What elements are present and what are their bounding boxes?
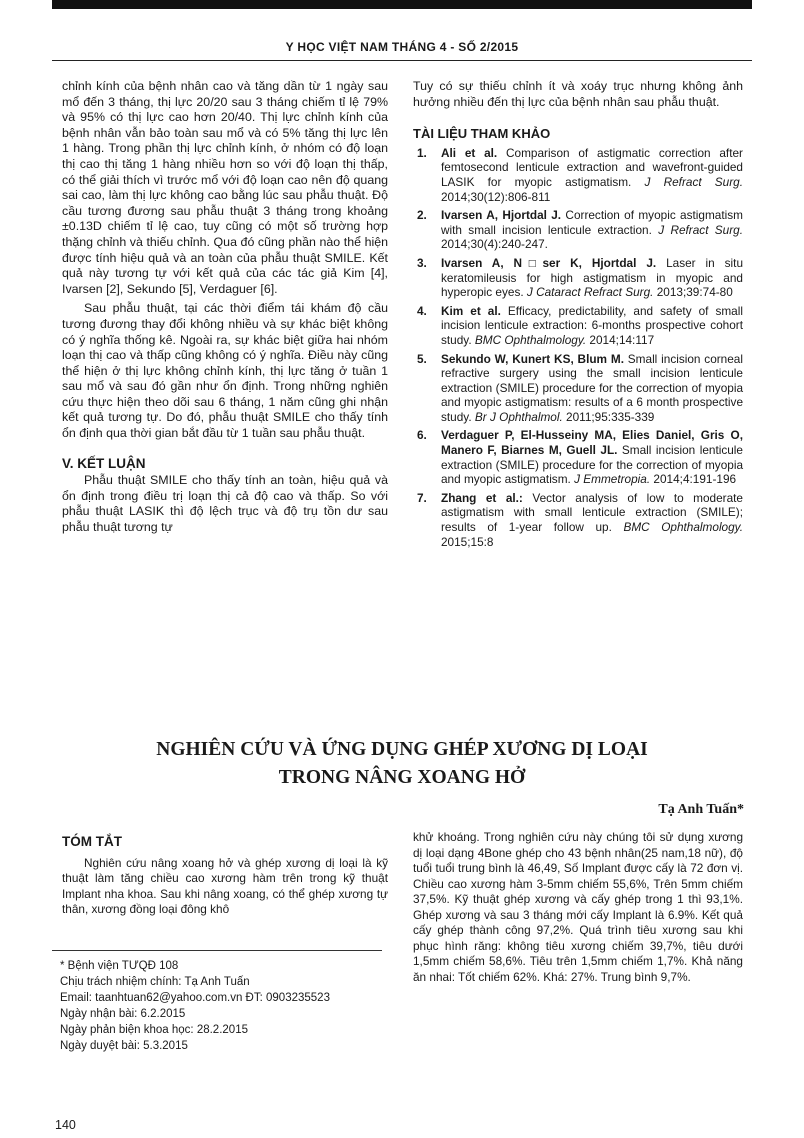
reference-journal: J Refract Surg. [631, 174, 744, 189]
paragraph: Sau phẫu thuật, tại các thời điểm tái khám độ cầu tương đương thay đổi không nhiều và sự khác biệt không có ý nghĩa thống kê. Ngoài ra, sự khác biệt giữa hai nhóm loạn thị cao và thấp cũng không có ý nghĩa. Điều này cũng thể hiện ở thị lực không chỉnh kính, thị lực tăng ở tuần 1 sau mổ và sau đó gần như ổn định. Trong những nghiên cứu thực hiện theo dõi sau 6 tháng, 1 năm cũng ghi nhận kết quả tương tự. Do đó, phẫu thuật SMILE cho thấy tính ổn định qua thời gian bắt đầu từ 1 tuần sau phẫu thuật. [62, 301, 388, 441]
paragraph: Tuy có sự thiếu chỉnh ít và xoáy trục nhưng không ảnh hưởng nhiều đến thị lực của bệnh nhân sau phẫu thuật. [413, 79, 743, 109]
reference-title: Vector analysis of low to moderate astigmatism with small lenticule extraction (SMILE); results of 1-year follow up. [441, 490, 743, 535]
right-column [413, 79, 743, 553]
reference-citation: 2014;14:117 [586, 332, 655, 347]
reference-authors: Zhang et al.: [441, 490, 523, 505]
abstract-right [413, 830, 743, 985]
header-rule [52, 60, 752, 61]
reference-number: 4. [417, 303, 427, 318]
abstract-left [62, 834, 388, 918]
reference-journal: Br J Ophthalmol. [471, 409, 563, 424]
reference-journal: J Refract Surg. [651, 222, 744, 237]
reference-number: 5. [417, 351, 427, 366]
reference-authors: Verdaguer P, El-Husseiny MA, Elies Daniel, Gris O, Manero F, Biarnes M, Guell JL. [441, 428, 743, 458]
reference-authors: Kim et al. [441, 303, 501, 318]
reference-item [413, 256, 743, 300]
footnote-line: * Bệnh viện TƯQĐ 108 [60, 960, 179, 972]
reference-authors: Sekundo W, Kunert KS, Blum M. [441, 351, 624, 366]
footnote-line: Email: taanhtuan62@yahoo.com.vn ĐT: 0903235523 [60, 992, 330, 1004]
reference-item [413, 428, 743, 486]
article-title [52, 736, 752, 792]
reference-number: 2. [417, 208, 427, 223]
section-heading-references: TÀI LIỆU THAM KHẢO [413, 126, 551, 142]
footnotes [60, 958, 390, 1054]
reference-number: 7. [417, 490, 427, 505]
reference-citation: 2013;39:74-80 [653, 285, 733, 300]
paragraph: Nghiên cứu nâng xoang hở và ghép xương dị loại là kỹ thuật làm tăng chiều cao xương hàm trên trong kỹ thuật Implant nha khoa. Sau khi nâng xoang, có thể ghép xương tự thân, xương đồng loại đông khô [62, 855, 388, 916]
reference-title: Correction of myopic astigmatism with small incision lenticule extraction. [441, 208, 743, 237]
reference-citation: 2014;4:191-196 [650, 472, 737, 487]
reference-authors: Ivarsen A, N□ser K, Hjortdal J. [441, 255, 657, 270]
reference-citation: 2011;95:335-339 [562, 409, 655, 424]
reference-number: 6. [417, 428, 427, 443]
reference-title: Efficacy, predictability, and safety of small incision lenticule extraction: 6-months prospective cohort study. [441, 303, 743, 347]
reference-journal: J Emmetropia. [570, 472, 651, 487]
reference-item [413, 491, 743, 549]
reference-number: 3. [417, 255, 427, 270]
reference-journal: BMC Ophthalmology. [611, 520, 743, 535]
running-header: Y HỌC VIỆT NAM THÁNG 4 - SỐ 2/2015 [285, 40, 519, 54]
reference-item [413, 304, 743, 348]
reference-citation: 2015;15:8 [441, 534, 494, 549]
left-column [62, 79, 388, 536]
reference-authors: Ali et al. [441, 145, 498, 160]
article-author: Tạ Anh Tuấn* [658, 802, 744, 817]
reference-title: Laser in situ keratomileusis for high astigmatism in myopic and hyperopic eyes. [441, 255, 743, 300]
reference-citation: 2014;30(12):806-811 [441, 189, 551, 204]
article-title-line: NGHIÊN CỨU VÀ ỨNG DỤNG GHÉP XƯƠNG DỊ LOẠI [156, 739, 648, 760]
reference-title: Comparison of astigmatic correction after femtosecond lenticule extraction and wavefront-guided LASIK for myopic astigmatism. [441, 145, 743, 189]
paragraph: Phẫu thuật SMILE cho thấy tính an toàn, hiệu quả và ổn định trong điều trị loạn thị cả độ cao và thấp. So với phẫu thuật LASIK thì độ lệch trục và độ trụ tồn dư sau phẫu thuật tương tự [62, 473, 388, 535]
reference-journal: BMC Ophthalmology. [471, 332, 587, 347]
paragraph: chỉnh kính của bệnh nhân cao và tăng dần từ 1 ngày sau mổ đến 3 tháng, thị lực 20/20 sau 3 tháng chiếm tỉ lệ 79% và 95% có thị lực cao hơn 20/40. Thị lực chỉnh kính của bệnh nhân vẫn bảo toàn sau mổ và có 5% tăng thị lực lên 1 hàng. Trong phần thị lực chỉnh kính, ở nhóm có độ loạn thị cao thị tăng 1 hàng nhiều hơn so với độ loạn thị thấp, có thể giải thích vì trước mổ với độ loạn cao nên độ quang sai cao, làm thị lực không cao bằng lúc sau phẫu thuật. Độ cầu tương đương sau phẫu thuật 3 tháng trong khoảng ±0.13D chiếm tỉ lệ cao, tuy cũng có một số trường hợp thặng chỉnh và thiếu chỉnh. Qua đó cũng phần nào thể hiện được tính hiệu quả và an toàn của phẫu thuật SMILE. Kết quả này tương tự với kết quả của các tác giả Kim [4], Ivarsen [2], Sekundo [5], Verdaguer [6]. [62, 79, 388, 296]
reference-title: Small incision lenticule extraction (SMILE) procedure for the correction of myopia and myopic astigmatism. [441, 443, 743, 487]
footnote-line: Chịu trách nhiệm chính: Tạ Anh Tuấn [60, 976, 250, 988]
top-black-bar [52, 0, 752, 9]
footnote-rule [52, 950, 382, 951]
reference-journal: J Cataract Refract Surg. [523, 285, 654, 300]
footnote-line: Ngày phản biện khoa học: 28.2.2015 [60, 1024, 248, 1036]
reference-citation: 2014;30(4):240-247. [441, 237, 548, 252]
article-title-line: TRONG NÂNG XOANG HỞ [278, 767, 526, 788]
paragraph: khử khoáng. Trong nghiên cứu này chúng tôi sử dụng xương dị loại dạng 4Bone ghép cho 43 bệnh nhân(25 nam,18 nữ), độ tuổi tuổi trung bình là 46,49, Số Implant được cấy là 72 đơn vị. Chiều cao xương hàm 3-5mm chiếm 55,6%, Trên 5mm chiếm 37,5%. Kỹ thuật ghép xương và cấy ghép trong 1 thì 93,1%. Ghép xương và sau 3 tháng mới cấy Implant là 6.9%. Kết quả cấy ghép thành công 97,2%. Quá trình tiêu xương sau khi phục hình răng: không tiêu xương chiếm 39,7%, tiêu dưới 1,5mm chiếm 58,6%. Tiêu trên 1,5mm chiếm 1,7%. Khả năng ăn nhai: Tốt chiếm 62%. Khá: 27%. Trung bình 9,7%. [413, 830, 743, 984]
reference-item [413, 352, 743, 425]
reference-item [413, 208, 743, 252]
reference-list [413, 146, 743, 549]
page-number: 140 [55, 1118, 76, 1132]
section-heading-conclusion: V. KẾT LUẬN [62, 455, 146, 471]
reference-title: Small incision corneal refractive surgery using the small incision lenticule extraction (SMILE) procedure for the correction of myopia and myopic astigmatism: results of a 6 month prospective study. [441, 351, 743, 424]
footnote-line: Ngày nhận bài: 6.2.2015 [60, 1008, 186, 1020]
reference-authors: Ivarsen A, Hjortdal J. [441, 208, 562, 223]
reference-item [413, 146, 743, 204]
footnote-line: Ngày duyệt bài: 5.3.2015 [60, 1040, 188, 1052]
reference-number: 1. [417, 145, 427, 160]
abstract-heading: TÓM TẮT [62, 834, 122, 849]
